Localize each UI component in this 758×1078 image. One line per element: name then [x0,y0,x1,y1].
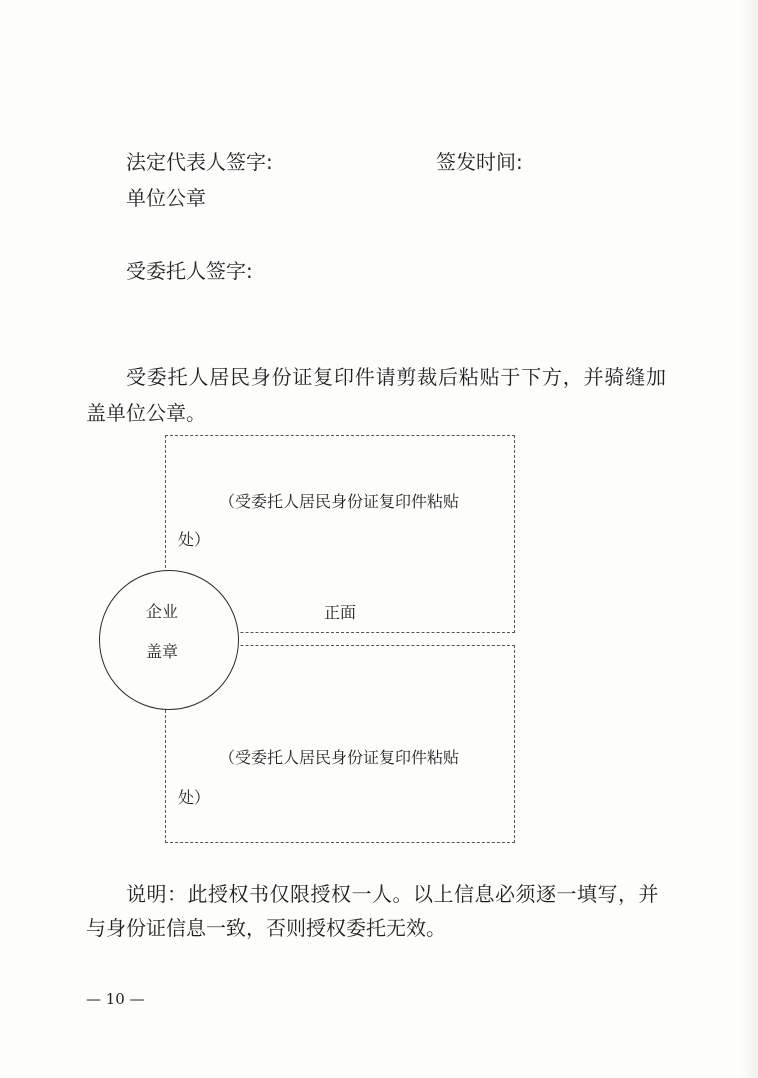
page-number: — 10 — [86,990,145,1008]
front-paste-hint-line-1: （受委托人居民身份证复印件粘贴 [219,492,460,511]
back-paste-hint-line-1: （受委托人居民身份证复印件粘贴 [219,748,460,767]
back-paste-hint-line-2: 处） [178,788,211,807]
note-line-1: 说明：此授权书仅限授权一人。以上信息必须逐一填写，并 [126,882,659,906]
company-seal-circle [99,570,239,710]
instruction-line-2: 盖单位公章。 [86,401,206,425]
instruction-line-1: 受委托人居民身份证复印件请剪裁后粘贴于下方，并骑缝加 [126,365,667,389]
front-side-label: 正面 [324,603,357,622]
issue-date-label: 签发时间: [436,150,523,174]
scan-edge-shadow [740,0,758,1078]
unit-seal-label: 单位公章 [126,186,206,210]
seal-text-line-1: 企业 [146,602,179,621]
legal-rep-signature-label: 法定代表人签字: [126,150,273,174]
note-line-2: 与身份证信息一致，否则授权委托无效。 [86,916,446,940]
trustee-signature-label: 受委托人签字: [126,259,253,283]
seal-text-line-2: 盖章 [146,642,179,661]
front-paste-hint-line-2: 处） [178,530,211,549]
